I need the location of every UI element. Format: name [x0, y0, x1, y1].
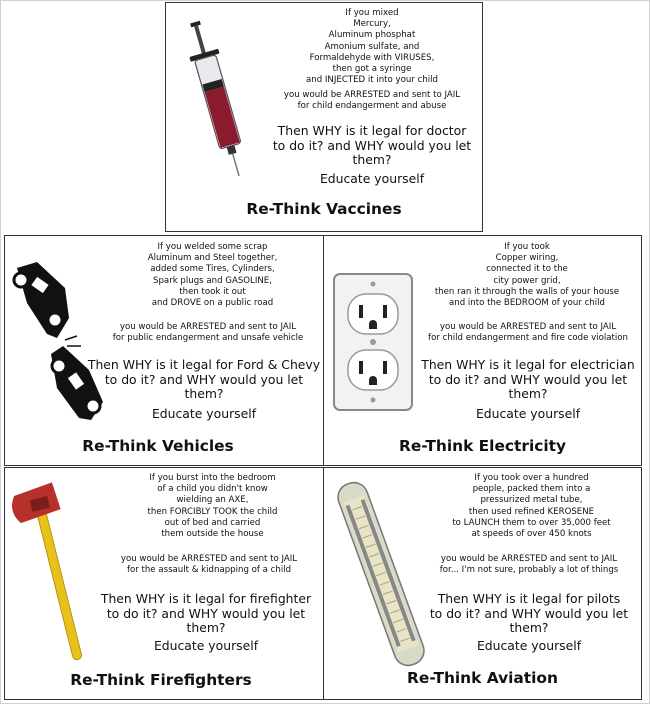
consequence-text: you would be ARRESTED and sent to JAIL for child endangerment and abuse — [283, 90, 461, 112]
panel-title: Re-Think Electricity — [398, 437, 567, 455]
educate-text: Educate yourself — [475, 406, 581, 421]
educate-text: Educate yourself — [476, 638, 582, 653]
panel-title: Re-Think Firefighters — [70, 671, 252, 689]
consequence-text: you would be ARRESTED and sent to JAIL for... I'm not sure, probably a lot of things — [439, 554, 619, 576]
question-text: Then WHY is it legal for Ford & Chevy to do it? and WHY would you let them? — [87, 357, 321, 402]
panel-aviation — [323, 467, 642, 700]
wall-outlet-icon — [332, 272, 414, 412]
panel-vaccines — [165, 2, 483, 232]
syringe-icon — [172, 19, 262, 179]
question-text: Then WHY is it legal for pilots to do it? and WHY would you let them? — [429, 591, 629, 636]
panel-firefighters — [4, 467, 324, 700]
consequence-text: you would be ARRESTED and sent to JAIL for child endangerment and fire code violation — [428, 322, 628, 344]
panel-title: Re-Think Vaccines — [246, 200, 402, 218]
panel-title: Re-Think Aviation — [407, 669, 558, 687]
story-text: If you burst into the bedroom of a child you didn't know wielding an AXE, then FORCIBLY TOOK the child out of bed and carried them outside the house — [147, 473, 278, 540]
consequence-text: you would be ARRESTED and sent to JAIL for the assault & kidnapping of a child — [120, 554, 298, 576]
question-text: Then WHY is it legal for electrician to do it? and WHY would you let them? — [421, 357, 635, 402]
panel-electricity — [323, 235, 642, 466]
story-text: If you took Copper wiring, connected it to the city power grid, then ran it through the walls of your house and into the BEDROOM of your child — [434, 242, 620, 309]
consequence-text: you would be ARRESTED and sent to JAIL for public endangerment and unsafe vehicle — [112, 322, 304, 344]
question-text: Then WHY is it legal for doctor to do it? and WHY would you let them? — [272, 123, 472, 168]
educate-text: Educate yourself — [151, 406, 257, 421]
educate-text: Educate yourself — [153, 638, 259, 653]
story-text: If you welded some scrap Aluminum and Steel together, added some Tires, Cylinders, Spark plugs and GASOLINE, then took it out and DROVE on a public road — [147, 242, 278, 309]
axe-icon — [11, 474, 101, 664]
panel-title: Re-Think Vehicles — [82, 437, 234, 455]
educate-text: Educate yourself — [319, 171, 425, 186]
question-text: Then WHY is it legal for firefighter to do it? and WHY would you let them? — [100, 591, 312, 636]
story-text: If you mixed Mercury, Aluminum phosphat Amonium sulfate, and Formaldehyde with VIRUSES, then got a syringe and INJECTED it into your child — [306, 8, 438, 86]
story-text: If you took over a hundred people, packed them into a pressurized metal tube, then used refined KEROSENE to LAUNCH them to over 35,000 feet at speeds of over 450 knots — [452, 473, 611, 540]
panel-vehicles — [4, 235, 324, 466]
